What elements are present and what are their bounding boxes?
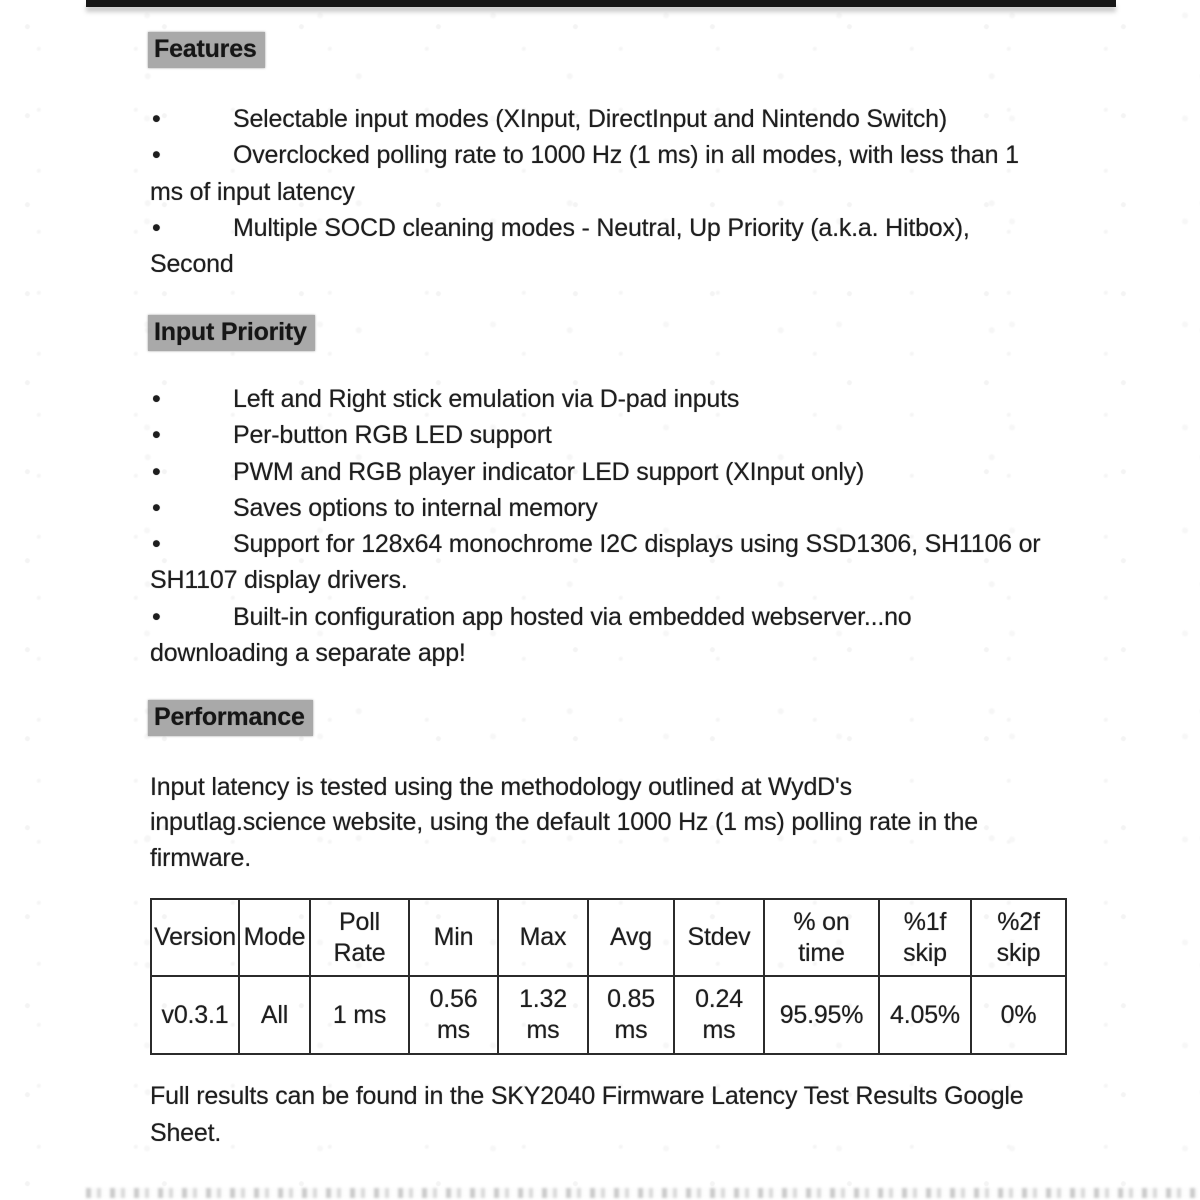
list-item-continuation: [150, 562, 1040, 598]
list-item-text: SH1107 display drivers.: [150, 566, 408, 595]
list-item-text: Per-button RGB LED support: [233, 421, 552, 450]
paragraph-line: Input latency is tested using the methodology outlined at WydD's: [150, 773, 852, 801]
cell-mode: All: [239, 976, 310, 1054]
list-item-text: Saves options to internal memory: [233, 493, 598, 522]
bullet-icon: •: [152, 385, 161, 413]
cell-pct-on-time: 95.95%: [764, 976, 879, 1054]
col-header-stdev: Stdev: [674, 899, 764, 976]
bullet-icon: •: [152, 602, 161, 631]
bullet-icon: •: [152, 213, 161, 242]
cell-poll-rate: 1 ms: [310, 976, 409, 1054]
cell-avg: 0.85 ms: [588, 976, 674, 1054]
bullet-icon: •: [152, 421, 161, 450]
col-header-mode: Mode: [239, 899, 310, 976]
list-item-text: Built-in configuration app hosted via embedded webserver...no: [233, 602, 912, 631]
list-item-text: Selectable input modes (XInput, DirectInput and Nintendo Switch): [233, 105, 947, 133]
col-header-avg: Avg: [588, 899, 674, 976]
cell-stdev: 0.24 ms: [674, 976, 764, 1054]
bullet-icon: •: [152, 457, 161, 486]
input-priority-bullet-list: [150, 381, 1040, 671]
cell-version: v0.3.1: [151, 976, 239, 1054]
list-item-text: Second: [150, 250, 234, 279]
list-item: [150, 417, 1040, 453]
list-item-continuation: [150, 246, 1019, 282]
footer-line: Full results can be found in the SKY2040 Firmware Latency Test Results Google: [150, 1082, 1024, 1110]
list-item-text: Support for 128x64 monochrome I2C displays using SSD1306, SH1106 or: [233, 530, 1041, 559]
heading-features: Features: [148, 32, 265, 68]
col-header-pct-1f-skip: %1f skip: [879, 899, 971, 976]
latency-results-table: [150, 898, 1067, 1055]
list-item: [150, 599, 1040, 635]
paragraph-line: firmware.: [150, 843, 251, 872]
list-item-continuation: [150, 174, 1019, 210]
bullet-icon: •: [152, 530, 161, 559]
paragraph-line: inputlag.science website, using the default 1000 Hz (1 ms) polling rate in the: [150, 808, 978, 837]
full-results-note: [150, 1078, 1024, 1152]
cell-max: 1.32 ms: [498, 976, 588, 1054]
cropped-text-strip-bottom: [86, 1188, 1198, 1198]
features-bullet-list: [150, 101, 1019, 282]
footer-line: Sheet.: [150, 1119, 222, 1147]
col-header-poll-rate: Poll Rate: [310, 899, 409, 976]
cell-pct-1f-skip: 4.05%: [879, 976, 971, 1054]
list-item-text: downloading a separate app!: [150, 639, 466, 668]
col-header-pct-2f-skip: %2f skip: [971, 899, 1066, 976]
cell-pct-2f-skip: 0%: [971, 976, 1066, 1054]
list-item: [150, 210, 1019, 246]
table-header-row: [151, 899, 1066, 976]
list-item-text: Left and Right stick emulation via D-pad inputs: [233, 385, 740, 413]
cell-min: 0.56 ms: [409, 976, 498, 1054]
bullet-icon: •: [152, 493, 161, 522]
list-item: [150, 137, 1019, 173]
col-header-min: Min: [409, 899, 498, 976]
list-item-text: ms of input latency: [150, 177, 355, 206]
list-item-text: Multiple SOCD cleaning modes - Neutral, Up Priority (a.k.a. Hitbox),: [233, 213, 970, 242]
table-row: [151, 976, 1066, 1054]
list-item: [150, 454, 1040, 490]
list-item: [150, 101, 1019, 137]
bullet-icon: •: [152, 105, 161, 133]
list-item: [150, 490, 1040, 526]
list-item-text: Overclocked polling rate to 1000 Hz (1 ms) in all modes, with less than 1: [233, 141, 1019, 170]
heading-input-priority: Input Priority: [148, 315, 315, 351]
col-header-version: Version: [151, 899, 239, 976]
list-item: [150, 526, 1040, 562]
list-item-continuation: [150, 635, 1040, 671]
performance-paragraph: [150, 770, 978, 876]
list-item: [150, 381, 1040, 417]
cropped-text-bar-top: [86, 0, 1116, 7]
list-item-text: PWM and RGB player indicator LED support (XInput only): [233, 457, 865, 486]
col-header-max: Max: [498, 899, 588, 976]
col-header-pct-on-time: % on time: [764, 899, 879, 976]
bullet-icon: •: [152, 141, 161, 170]
heading-performance: Performance: [148, 700, 313, 736]
